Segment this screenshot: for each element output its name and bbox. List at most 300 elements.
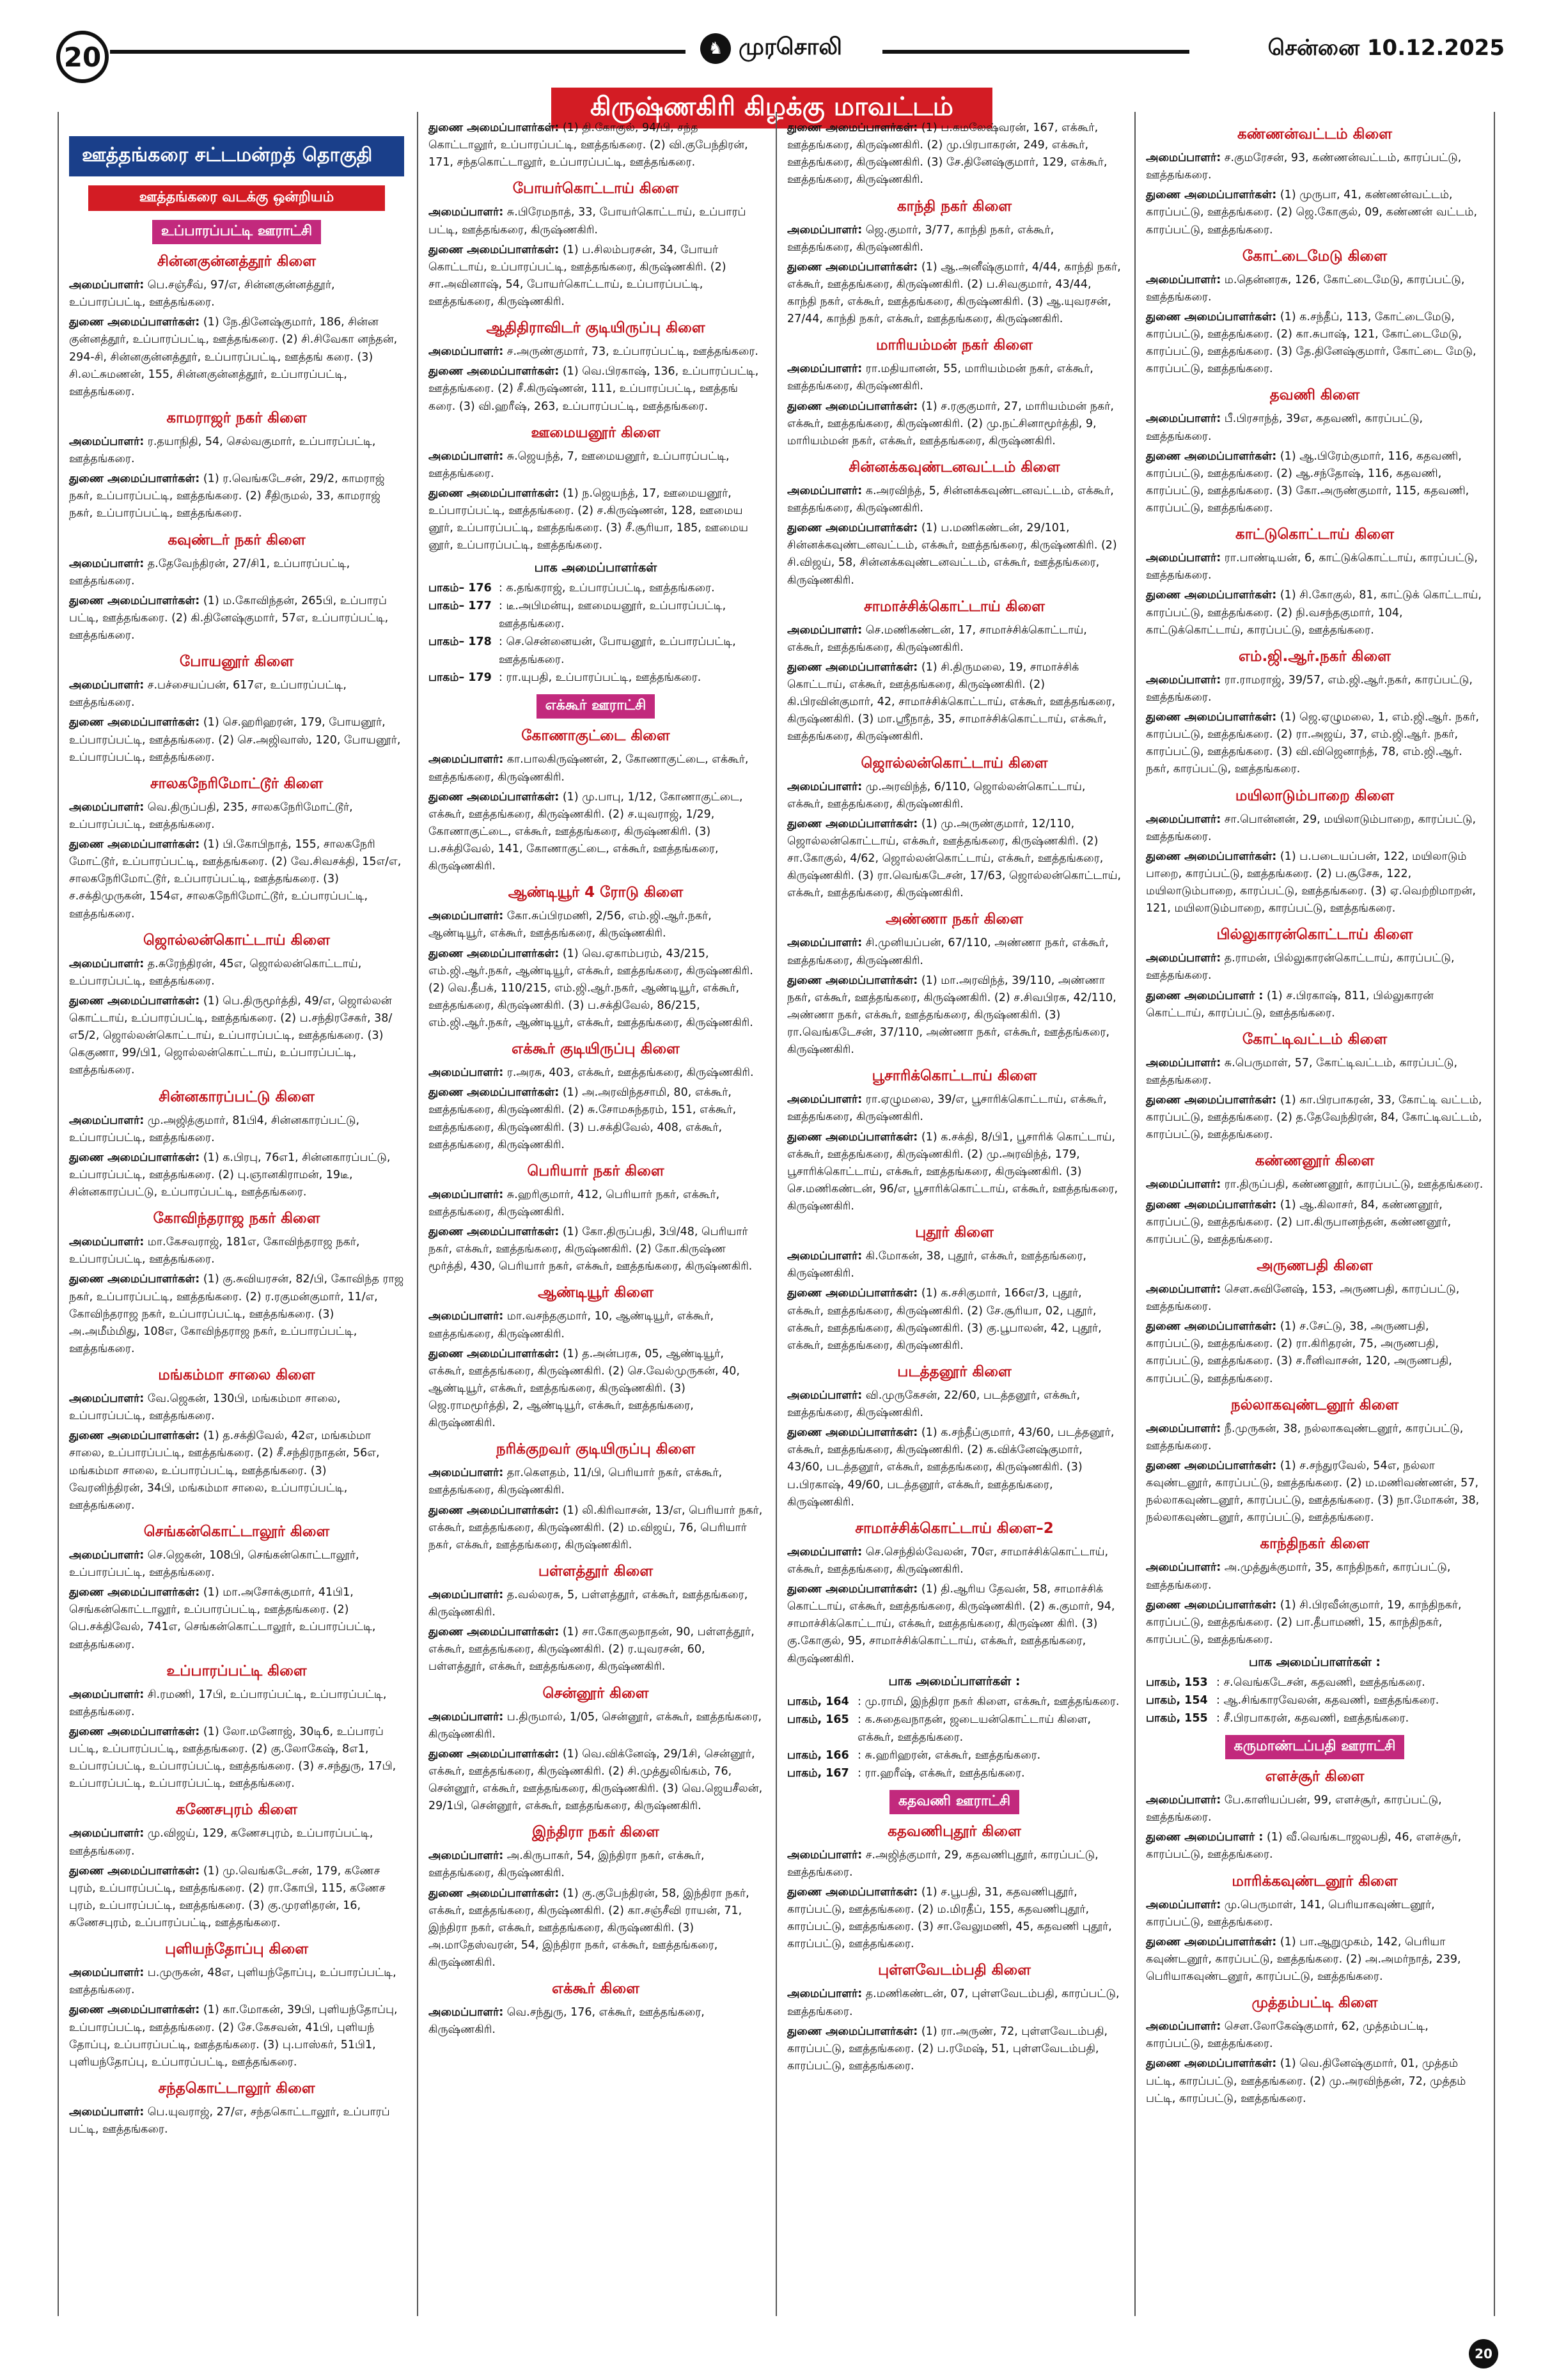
member-details: செ.ஜெகன், 108பி, செங்கன்கொட்டாலூர், உப்பாரப்பட்டி, ஊத்தங்கரை. bbox=[69, 1548, 359, 1579]
member-details: கோ.சுப்பிரமணி, 2/56, எம்.ஜி.ஆர்.நகர், ஆண்டியூர், எக்கூர், ஊத்தங்கரை, கிருஷ்ணகிரி. bbox=[428, 910, 712, 940]
role-label: துணை அமைப்பாளர்கள்: bbox=[428, 365, 560, 378]
role-label: அமைப்பாளர்: bbox=[1146, 1056, 1221, 1069]
member-details: (1) தி.கோகுல், 94/பி, சந்த கொட்டாலூர், உப்பாரப்பட்டி, ஊத்தங்கரை. (2) வி.குபேந்திரன், 171, சந்தகொட்டாலூர், உப்பாரப்பட்டி, ஊத்தங்கரை. bbox=[428, 121, 748, 169]
member-entry bbox=[787, 1847, 1122, 1881]
member-entry bbox=[428, 1885, 763, 1972]
role-label: துணை அமைப்பாளர்கள்: bbox=[428, 1886, 560, 1900]
role-label: அமைப்பாளர்: bbox=[1146, 952, 1221, 965]
role-label: அமைப்பாளர்: bbox=[69, 1114, 145, 1127]
booth-label: பாகம், 153 bbox=[1146, 1676, 1208, 1689]
role-label: அமைப்பாளர்: bbox=[69, 800, 145, 814]
member-entry bbox=[428, 1064, 763, 1082]
member-details: சு.ஹரிகுமார், 412, பெரியார் நகர், எக்கூர், ஊத்தங்கரை, கிருஷ்ணகிரி. bbox=[428, 1188, 720, 1218]
booth-heading: பாக அமைப்பாளர்கள் : bbox=[888, 1674, 1021, 1688]
member-details: வே.ஜெகன், 130பி, மங்கம்மா சாலை, உப்பாரப்பட்டி, ஊத்தங்கரை. bbox=[69, 1392, 341, 1423]
booth-value: : ரா.யுபதி, உப்பாரப்பட்டி, ஊத்தங்கரை. bbox=[499, 671, 701, 685]
member-entry bbox=[1146, 1829, 1484, 1863]
member-entry bbox=[69, 471, 404, 522]
member-entry bbox=[69, 433, 404, 468]
member-details: சி.முனியப்பன், 67/110, அண்ணா நகர், எக்கூர், ஊத்தங்கரை, கிருஷ்ணகிரி. bbox=[787, 937, 1109, 967]
role-label: துணை அமைப்பாளர்கள்: bbox=[1146, 1094, 1277, 1107]
member-details: (1) கா.பிரபாகரன், 33, கோட்டி வட்டம், காரப்பட்டு, ஊத்தங்கரை. (2) த.தேவேந்திரன், 84, கோட்டிவட்டம், காரப்பட்டு, ஊத்தங்கரை. bbox=[1146, 1094, 1482, 1142]
member-details: (1) ரா.அருண், 72, புள்ளவேடம்பதி, காரப்பட்டு, ஊத்தங்கரை. (2) ப.ரமேஷ், 51, புள்ளவேடம்பதி, காரப்பட்டு, ஊத்தங்கரை. bbox=[787, 2025, 1108, 2073]
role-label: அமைப்பாளர்: bbox=[787, 937, 863, 950]
member-entry bbox=[1146, 1092, 1484, 1144]
booth-row bbox=[428, 669, 763, 687]
member-details: அ.முத்துக்குமார், 35, காந்திநகர், காரப்பட்டு, ஊத்தங்கரை. bbox=[1146, 1561, 1451, 1592]
member-entry bbox=[428, 1746, 763, 1816]
member-details: (1) த.சக்திவேல், 42எ, மங்கம்மா சாலை, உப்பாரப்பட்டி, ஊத்தங்கரை. (2) சீ.சந்திரநாதன், 56எ, மங்கம்மா சாலை, உப்பாரப்பட்டி, ஊத்தங்கரை. (3) வேரனிந்திரன், 34பி, மங்கம்மா சாலை, உப்பாரப்பட்டி, ஊத்தங்கரை. bbox=[69, 1429, 380, 1512]
member-details: செ.மணிகண்டன், 17, சாமாச்சிக்கொட்டாய், எக்கூர், ஊத்தங்கரை, கிருஷ்ணகிரி. bbox=[787, 623, 1087, 654]
member-entry bbox=[428, 1308, 763, 1342]
branch-heading: ஜொல்லன்கொட்டாய் கிளை bbox=[861, 754, 1048, 772]
member-details: (1) ப.படையப்பன், 122, மயிலாடும் பாறை, காரப்பட்டு, ஊத்தங்கரை. (2) ப.சூசேசு, 122, மயிலாடும்பாறை, காரப்பட்டு, ஊத்தங்கரை. (3) ஏ.வெற்றிமாறன், 121, மயிலாடும்பாறை, காரப்பட்டு, ஊத்தங்கரை. bbox=[1146, 850, 1476, 915]
member-details: (1) ப.மணிகண்டன், 29/101, சின்னக்கவுண்டனவட்டம், எக்கூர், ஊத்தங்கரை, கிருஷ்ணகிரி. (2) சி.விஜய், 58, சின்னக்கவுண்டனவட்டம், எக்கூர், ஊத்தங்கரை, கிருஷ்ணகிரி. bbox=[787, 522, 1117, 587]
role-label: துணை அமைப்பாளர்கள்: bbox=[428, 121, 560, 134]
member-entry bbox=[787, 1248, 1122, 1282]
member-entry bbox=[428, 1502, 763, 1554]
role-label: துணை அமைப்பாளர்கள்: bbox=[787, 1130, 918, 1144]
role-label: துணை அமைப்பாளர்கள்: bbox=[1146, 2057, 1277, 2071]
member-entry bbox=[428, 120, 763, 171]
member-entry bbox=[787, 659, 1122, 746]
member-entry bbox=[787, 398, 1122, 450]
member-details: த.ராமன், பில்லுகாரன்கொட்டாய், காரப்பட்டு, ஊத்தங்கரை. bbox=[1146, 952, 1455, 983]
member-entry bbox=[787, 1424, 1122, 1511]
role-label: துணை அமைப்பாளர்கள்: bbox=[787, 1583, 918, 1596]
member-entry bbox=[69, 1547, 404, 1582]
booth-value: : சீ.பிரபாகரன், கதவணி, ஊத்தங்கரை. bbox=[1216, 1712, 1409, 1725]
role-label: அமைப்பாளர்: bbox=[1146, 1794, 1221, 1807]
member-details: (1) ஆ.அனீஷ்குமார், 4/44, காந்தி நகர், எக்கூர், ஊத்தங்கரை, கிருஷ்ணகிரி. (2) ப.சிவகுமார், 43/44, காந்தி நகர், எக்கூர், ஊத்தங்கரை, கிருஷ்ணகிரி. (3) ஆ.யுவரசன், 27/44, காந்தி நகர், எக்கூர், ஊத்தங்கரை, கிருஷ்ணகிரி. bbox=[787, 260, 1121, 326]
role-label: அமைப்பாளர்: bbox=[787, 1848, 863, 1862]
role-label: துணை அமைப்பாளர்கள்: bbox=[787, 260, 918, 274]
member-entry bbox=[1146, 1934, 1484, 1986]
member-details: (1) ச.சந்துரவேல், 54எ, நல்லா கவுண்டனூர், காரப்பட்டு, ஊத்தங்கரை. (2) ம.மணிவண்ணன், 57, நல்லாகவுண்டனூர், காரப்பட்டு, ஊத்தங்கரை. (3) நா.மோகன், 38, நல்லாகவுண்டனூர், காரப்பட்டு, ஊத்தங்கரை. bbox=[1146, 1459, 1480, 1525]
role-label: அமைப்பாளர்: bbox=[787, 1388, 863, 1402]
member-entry bbox=[69, 556, 404, 590]
member-details: அ.கிருபாகர், 54, இந்திரா நகர், எக்கூர், ஊத்தங்கரை, கிருஷ்ணகிரி. bbox=[428, 1849, 705, 1880]
member-details: சு.பெருமாள், 57, கோட்டிவட்டம், காரப்பட்டு, ஊத்தங்கரை. bbox=[1146, 1056, 1458, 1087]
member-entry bbox=[1146, 1197, 1484, 1248]
member-details: (1) ச.சேட்டு, 38, அருணபதி, காரப்பட்டு, ஊத்தங்கரை. (2) ரா.கிரிதரன், 75, அருணபதி, காரப்பட்டு, ஊத்தங்கரை. (3) ச.ரீனிவாசன், 120, அருணபதி, காரப்பட்டு, ஊத்தங்கரை. bbox=[1146, 1320, 1452, 1385]
role-label: அமைப்பாளர்: bbox=[69, 1827, 145, 1840]
header-rule-right bbox=[882, 50, 1189, 54]
member-details: (1) வீ.வெங்கடாஜலபதி, 46, எளச்சூர், காரப்பட்டு, ஊத்தங்கரை. bbox=[1146, 1831, 1462, 1862]
member-details: கி.மோகன், 38, புதூர், எக்கூர், ஊத்தங்கரை, கிருஷ்ணகிரி. bbox=[787, 1250, 1086, 1280]
booth-row bbox=[787, 1764, 1122, 1782]
member-details: செ.செந்தில்வேலன், 70எ, சாமாச்சிக்கொட்டாய், எக்கூர், ஊத்தங்கரை, கிருஷ்ணகிரி. bbox=[787, 1545, 1109, 1576]
member-entry bbox=[787, 1884, 1122, 1954]
branch-heading: போயனூர் கிளை bbox=[179, 653, 294, 671]
member-entry bbox=[787, 1581, 1122, 1668]
member-entry bbox=[787, 1091, 1122, 1126]
member-details: (1) ச.பூபதி, 31, கதவணிபுதூர், காரப்பட்டு, ஊத்தங்கரை. (2) ம.மிரதீப், 155, கதவணிபுதூர், காரப்பட்டு, ஊத்தங்கரை. (3) சா.வேலுமணி, 45, கதவணி புதூர், காரப்பட்டு, ஊத்தங்கரை. bbox=[787, 1885, 1112, 1951]
branch-heading: மயிலாடும்பாறை கிளை bbox=[1235, 787, 1395, 804]
role-label: துணை அமைப்பாளர்கள்: bbox=[1146, 1198, 1277, 1211]
member-details: சா.பொன்னன், 29, மயிலாடும்பாறை, காரப்பட்டு, ஊத்தங்கரை. bbox=[1146, 813, 1476, 843]
role-label: அமைப்பாளர்: bbox=[1146, 552, 1221, 565]
booth-value: : சு.ஹரிஹரன், எக்கூர், ஊத்தங்கரை. bbox=[858, 1748, 1041, 1762]
role-label: துணை அமைப்பாளர்கள்: bbox=[1146, 310, 1277, 323]
member-details: மா.கேசவராஜ், 181எ, கோவிந்தராஜ நகர், உப்பாரப்பட்டி, ஊத்தங்கரை. bbox=[69, 1236, 360, 1266]
member-details: (1) மு.பாபு, 1/12, கோணாகுட்டை, எக்கூர், ஊத்தங்கரை, கிருஷ்ணகிரி. (2) ச.யுவராஜ், 1/29, கோணாகுட்டை, எக்கூர், ஊத்தங்கரை, கிருஷ்ணகிரி. (3) ப.சக்திவேல், 141, கோணாகுட்டை, எக்கூர், ஊத்தங்கரை, கிருஷ்ணகிரி. bbox=[428, 790, 743, 873]
member-details: (1) மு.அருண்குமார், 12/110, ஜொல்லன்கொட்டாய், எக்கூர், ஊத்தங்கரை, கிருஷ்ணகிரி. (2) சா.கோகுல், 4/62, ஜொல்லன்கொட்டாய், எக்கூர், ஊத்தங்கரை, கிருஷ்ணகிரி. (3) ரா.வெங்கடேசன், 17/63, ஜொல்லன்கொட்டாய், எக்கூர், ஊத்தங்கரை, கிருஷ்ணகிரி. bbox=[787, 817, 1122, 900]
booth-row bbox=[428, 597, 763, 633]
role-label: துணை அமைப்பாளர் : bbox=[1146, 1831, 1264, 1844]
column-1-content bbox=[59, 112, 414, 2146]
branch-heading: புளியந்தோப்பு கிளை bbox=[165, 1941, 308, 1958]
member-entry bbox=[787, 1544, 1122, 1578]
role-label: அமைப்பாளர்: bbox=[69, 279, 145, 292]
column-4-content bbox=[1136, 112, 1494, 2115]
member-entry bbox=[1146, 1318, 1484, 1388]
role-label: துணை அமைப்பாளர்கள்: bbox=[787, 660, 918, 674]
member-entry bbox=[1146, 1055, 1484, 1089]
member-entry bbox=[1146, 1281, 1484, 1316]
member-details: (1) சி.திருமலை, 19, சாமாச்சிக் கொட்டாய், எக்கூர், ஊத்தங்கரை, கிருஷ்ணகிரி. (2) கி.பிரவின்குமார், 42, சாமாச்சிக்கொட்டாய், எக்கூர், ஊத்தங்கரை, கிருஷ்ணகிரி. (3) மா.ஸ்ரீநாத், 35, சாமாச்சிக்கொட்டாய், எக்கூர், ஊத்தங்கரை, கிருஷ்ணகிரி. bbox=[787, 660, 1116, 743]
booth-label: பாகம், 165 bbox=[787, 1713, 849, 1726]
role-label: துணை அமைப்பாளர்கள்: bbox=[69, 1864, 200, 1878]
branch-heading: காட்டுகொட்டாய் கிளை bbox=[1235, 526, 1394, 543]
branch-heading: காமராஜர் நகர் கிளை bbox=[166, 409, 307, 426]
role-label: துணை அமைப்பாளர்கள்: bbox=[1146, 189, 1277, 202]
branch-heading: கண்ணன்வட்டம் கிளை bbox=[1237, 126, 1393, 143]
member-details: வெ.திருப்பதி, 235, சாலகநேரிமோட்டூர், உப்பாரப்பட்டி, ஊத்தங்கரை. bbox=[69, 800, 353, 831]
booth-row bbox=[787, 1711, 1122, 1746]
member-entry bbox=[69, 956, 404, 990]
member-details: த.மணிகண்டன், 07, புள்ளவேடம்பதி, காரப்பட்டு, ஊத்தங்கரை. bbox=[787, 1987, 1120, 2018]
role-label: அமைப்பாளர்: bbox=[428, 1588, 504, 1601]
member-entry bbox=[787, 483, 1122, 517]
footer-page-number: 20 bbox=[1469, 2339, 1498, 2368]
member-details: த.சுரேந்திரன், 45எ, ஜொல்லன்கொட்டாய், உப்பாரப்பட்டி, ஊத்தங்கரை. bbox=[69, 957, 362, 988]
member-entry bbox=[69, 714, 404, 766]
member-entry bbox=[787, 816, 1122, 903]
role-label: துணை அமைப்பாளர்கள்: bbox=[428, 1086, 560, 1100]
role-label: துணை அமைப்பாளர்கள்: bbox=[428, 1747, 560, 1761]
member-details: ம.தென்னரசு, 126, கோட்டைமேடு, காரப்பட்டு, ஊத்தங்கரை. bbox=[1146, 273, 1465, 304]
member-details: (1) ப.சிலம்பரசன், 34, போயர் கொட்டாய், உப்பாரப்பட்டி, ஊத்தங்கரை, கிருஷ்ணகிரி. (2) சா.அவினாஷ், 54, போயர்கொட்டாய், உப்பாரப்பட்டி, ஊத்தங்கரை, கிருஷ்ணகிரி. bbox=[428, 243, 726, 308]
member-details: ரா.ராமராஜ், 39/57, எம்.ஜி.ஆர்.நகர், காரப்பட்டு, ஊத்தங்கரை. bbox=[1146, 673, 1473, 704]
role-label: அமைப்பாளர்: bbox=[1146, 1178, 1221, 1192]
member-entry bbox=[428, 751, 763, 786]
member-entry bbox=[69, 1390, 404, 1425]
panchayat-heading: கதவணி ஊராட்சி bbox=[889, 1790, 1019, 1814]
member-details: (1) ப.கமலேஷ்வரன், 167, எக்கூர், ஊத்தங்கரை, கிருஷ்ணகிரி. (2) மு.பிரபாகரன், 249, எக்கூர், ஊத்தங்கரை, கிருஷ்ணகிரி. (3) சே.தினேஷ்குமார், 129, எக்கூர், ஊத்தங்கரை, கிருஷ்ணகிரி. bbox=[787, 121, 1108, 187]
role-label: அமைப்பாளர்: bbox=[787, 1987, 863, 2001]
member-entry bbox=[1146, 272, 1484, 306]
member-entry bbox=[787, 972, 1122, 1059]
member-entry bbox=[1146, 2018, 1484, 2053]
member-entry bbox=[69, 593, 404, 644]
member-entry bbox=[1146, 448, 1484, 518]
member-details: பே.காளியப்பன், 99, எளச்சூர், காரப்பட்டு, ஊத்தங்கரை. bbox=[1146, 1794, 1442, 1824]
member-details: (1) க.சந்தீப்குமார், 43/60, படத்தனூர், எக்கூர், ஊத்தங்கரை, கிருஷ்ணகிரி. (2) க.விக்னேஷ்குமார், 43/60, படத்தனூர், எக்கூர், ஊத்தங்கரை, கிருஷ்ணகிரி. (3) ப.பிரகாஷ், 49/60, படத்தனூர், எக்கூர், ஊத்தங்கரை, கிருஷ்ணகிரி. bbox=[787, 1426, 1115, 1509]
member-entry bbox=[69, 836, 404, 923]
branch-heading: கோவிந்தராஜ நகர் கிளை bbox=[153, 1210, 320, 1227]
member-details: ஜெ.குமார், 3/77, காந்தி நகர், எக்கூர், ஊத்தங்கரை, கிருஷ்ணகிரி. bbox=[787, 223, 1054, 254]
booth-value: : க.தங்கராஜ், உப்பாரப்பட்டி, ஊத்தங்கரை. bbox=[499, 582, 715, 595]
booth-value: : ச.வெங்கடேசன், கதவணி, ஊத்தங்கரை. bbox=[1216, 1676, 1425, 1689]
column-4 bbox=[1134, 112, 1495, 2316]
role-label: அமைப்பாளர்: bbox=[787, 484, 863, 497]
role-label: அமைப்பாளர்: bbox=[428, 1849, 504, 1863]
member-entry bbox=[428, 485, 763, 555]
role-label: துணை அமைப்பாளர்கள்: bbox=[787, 1426, 918, 1440]
member-details: (1) ச.ரகுகுமார், 27, மாரியம்மன் நகர், எக்கூர், ஊத்தங்கரை, கிருஷ்ணகிரி. (2) மு.நட்சினாமூர்த்தி, 9, மாரியம்மன் நகர், எக்கூர், ஊத்தங்கரை, கிருஷ்ணகிரி. bbox=[787, 400, 1114, 447]
booth-value: : மு.ராமி, இந்திரா நகர் கிளை, எக்கூர், ஊத்தங்கரை. bbox=[858, 1695, 1120, 1708]
role-label: துணை அமைப்பாளர்கள்: bbox=[69, 1586, 200, 1599]
member-details: (1) முருபா, 41, கண்ணன்வட்டம், காரப்பட்டு, ஊத்தங்கரை. (2) ஜெ.கோகுல், 09, கண்ணன் வட்டம், காரப்பட்டு, ஊத்தங்கரை. bbox=[1146, 189, 1478, 237]
member-details: ச.குமரேசன், 93, கண்ணன்வட்டம், காரப்பட்டு, ஊத்தங்கரை. bbox=[1146, 152, 1462, 182]
branch-heading: ஊமையனூர் கிளை bbox=[531, 424, 661, 441]
role-label: அமைப்பாளர்: bbox=[69, 1236, 145, 1249]
role-label: அமைப்பாளர்: bbox=[787, 223, 863, 237]
member-entry bbox=[787, 935, 1122, 969]
member-details: ர.அரசு, 403, எக்கூர், ஊத்தங்கரை, கிருஷ்ணகிரி. bbox=[503, 1066, 754, 1080]
role-label: அமைப்பாளர்: bbox=[428, 1466, 504, 1480]
member-entry bbox=[1146, 1597, 1484, 1649]
member-entry bbox=[428, 945, 763, 1032]
role-label: துணை அமைப்பாளர்கள்: bbox=[428, 947, 560, 960]
member-details: (1) கா.மோகன், 39பி, புளியந்தோப்பு, உப்பாரப்பட்டி, ஊத்தங்கரை. (2) சே.கேசவன், 41பி, புளியந் தோப்பு, உப்பாரப்பட்டி, ஊத்தங்கரை. (3) பு.பாஸ்கர், 51பி1, புளியந்தோப்பு, உப்பாரப்பட்டி, ஊத்தங்கரை. bbox=[69, 2003, 398, 2069]
member-details: (1) செ.ஹரிஹரன், 179, போயனூர், உப்பாரப்பட்டி, ஊத்தங்கரை. (2) செ.அஜிவாஸ், 120, போயனூர், உப்பாரப்பட்டி, ஊத்தங்கரை. bbox=[69, 716, 401, 764]
member-entry bbox=[69, 677, 404, 712]
member-details: (1) பெ.திருமூர்த்தி, 49/எ, ஜொல்லன் கொட்டாய், உப்பாரப்பட்டி, ஊத்தங்கரை. (2) ப.சந்திரசேகர், 38/எ5/2, ஜொல்லன்கொட்டாய், உப்பாரப்பட்டி, ஊத்தங்கரை. (3) கெகுணா, 99/பி1, ஜொல்லன்கொட்டாய், உப்பாரப்பட்டி, ஊத்தங்கரை. bbox=[69, 994, 393, 1077]
member-entry bbox=[787, 779, 1122, 813]
branch-heading: பூசாரிக்கொட்டாய் கிளை bbox=[872, 1068, 1037, 1085]
member-details: ச.பச்சையப்பன், 617எ, உப்பாரப்பட்டி, ஊத்தங்கரை. bbox=[69, 679, 347, 710]
member-entry bbox=[428, 1224, 763, 1275]
member-details: (1) தி.ஆரிய தேவன், 58, சாமாச்சிக் கொட்டாய், எக்கூர், ஊத்தங்கரை, கிருஷ்ணகிரி. (2) சு.குமார், 94, சாமாச்சிக்கொட்டாய், எக்கூர், ஊத்தங்கரை, கிருஷ்ண கிரி. (3) கு.கோகுல், 95, சாமாச்சிக்கொட்டாய், எக்கூர், ஊத்தங்கரை, கிருஷ்ணகிரி. bbox=[787, 1583, 1115, 1665]
role-label: துணை அமைப்பாளர்கள்: bbox=[787, 817, 918, 830]
member-entry bbox=[428, 1624, 763, 1676]
member-details: (1) வெ.விக்னேஷ், 29/1சி, சென்னூர், எக்கூர், ஊத்தங்கரை, கிருஷ்ணகிரி. (2) சி.முத்துலிங்கம், 76, சென்னூர், எக்கூர், ஊத்தங்கரை, கிருஷ்ணகிரி. (3) வெ.ஜெயசீலன், 29/1பி, சென்னூர், எக்கூர், ஊத்தங்கரை, கிருஷ்ணகிரி. bbox=[428, 1747, 763, 1813]
newspaper-logo bbox=[700, 33, 842, 64]
branch-heading: நல்லாகவுண்டனூர் கிளை bbox=[1230, 1396, 1399, 1413]
branch-heading: தவணி கிளை bbox=[1269, 387, 1360, 404]
member-details: ரா.பாண்டியன், 6, காட்டுக்கொட்டாய், காரப்பட்டு, ஊத்தங்கரை. bbox=[1146, 552, 1478, 582]
member-entry bbox=[428, 789, 763, 876]
member-details: (1) மா.அசோக்குமார், 41பி1, செங்கன்கொட்டாலூர், உப்பாரப்பட்டி, ஊத்தங்கரை. (2) பெ.சக்திவேல், 741எ, செங்கன்கொட்டாலூர், உப்பாரப்பட்டி, ஊத்தங்கரை. bbox=[69, 1586, 376, 1651]
member-details: ச.அஜித்குமார், 29, கதவணிபுதூர், காரப்பட்டு, ஊத்தங்கரை. bbox=[787, 1848, 1099, 1879]
member-details: செள.லோகேஷ்குமார், 62, முத்தம்பட்டி, காரப்பட்டு, ஊத்தங்கரை. bbox=[1146, 2020, 1429, 2051]
panchayat-heading: எக்கூர் ஊராட்சி bbox=[537, 694, 655, 719]
branch-heading: சாமாச்சிக்கொட்டாய் கிளை bbox=[863, 598, 1046, 615]
member-details: மு.பெருமாள், 141, பெரியாகவுண்டனூர், காரப்பட்டு, ஊத்தங்கரை. bbox=[1146, 1898, 1435, 1929]
booth-label: பாகம், 164 bbox=[787, 1695, 849, 1708]
role-label: துணை அமைப்பாளர்கள்: bbox=[1146, 1459, 1277, 1472]
member-entry bbox=[69, 1825, 404, 1860]
role-label: அமைப்பாளர்: bbox=[428, 1310, 504, 1323]
member-entry bbox=[428, 343, 763, 361]
branch-heading: பெரியார் நகர் கிளை bbox=[527, 1162, 664, 1179]
role-label: துணை அமைப்பாளர்கள்: bbox=[787, 522, 918, 535]
role-label: துணை அமைப்பாளர்கள்: bbox=[787, 400, 918, 413]
panchayat-heading: கருமாண்டப்பதி ஊராட்சி bbox=[1225, 1735, 1405, 1759]
member-details: (1) பி.கோபிநாத், 155, சாலகநேரி மோட்டூர், உப்பாரப்பட்டி, ஊத்தங்கரை. (2) வே.சிவசக்தி, 15எ/எ, சாலகநேரிமோட்டூர், உப்பாரப்பட்டி, ஊத்தங்கரை. (3) ச.சக்திமுருகன், 154எ, சாலகநேரிமோட்டூர், உப்பாரப்பட்டி, ஊத்தங்கரை. bbox=[69, 838, 402, 921]
member-entry bbox=[1146, 410, 1484, 445]
member-details: (1) மா.அரவிந்த், 39/110, அண்ணா நகர், எக்கூர், ஊத்தங்கரை, கிருஷ்ணகிரி. (2) ச.சிவபிரசு, 42/110, அண்ணா நகர், எக்கூர், ஊத்தங்கரை, கிருஷ்ணகிரி. (3) ரா.வெங்கடேசன், 37/110, அண்ணா நகர், எக்கூர், ஊத்தங்கரை, கிருஷ்ணகிரி. bbox=[787, 974, 1116, 1057]
booth-value: : க.சுதைவநாதன், ஜடையன்கொட்டாய் கிளை, எக்கூர், ஊத்தங்கரை. bbox=[858, 1713, 1092, 1744]
member-details: சு.ஜெயந்த், 7, ஊமையனூர், உப்பாரப்பட்டி, ஊத்தங்கரை. bbox=[428, 449, 730, 480]
member-entry bbox=[428, 1709, 763, 1743]
member-entry bbox=[69, 1723, 404, 1793]
member-details: மு.அரவிந்த், 6/110, ஜொல்லன்கொட்டாய், எக்கூர், ஊத்தங்கரை, கிருஷ்ணகிரி. bbox=[787, 780, 1086, 811]
role-label: அமைப்பாளர்: bbox=[1146, 152, 1221, 164]
column-1 bbox=[58, 112, 414, 2316]
role-label: அமைப்பாளர்: bbox=[428, 1188, 504, 1201]
member-entry bbox=[787, 1129, 1122, 1216]
role-label: துணை அமைப்பாளர் : bbox=[1146, 989, 1264, 1002]
role-label: அமைப்பாளர்: bbox=[787, 780, 863, 793]
branch-heading: கோட்டிவட்டம் கிளை bbox=[1242, 1031, 1388, 1048]
role-label: அமைப்பாளர்: bbox=[1146, 1422, 1221, 1435]
column-3 bbox=[776, 112, 1132, 2316]
member-entry bbox=[1146, 550, 1484, 584]
role-label: அமைப்பாளர்: bbox=[69, 1688, 145, 1701]
member-details: வெ.சந்துரு, 176, எக்கூர், ஊத்தங்கரை, கிருஷ்ணகிரி. bbox=[428, 2006, 705, 2037]
member-entry bbox=[1146, 950, 1484, 984]
booth-value: : ரா.ஹரீஷ், எக்கூர், ஊத்தங்கரை. bbox=[858, 1766, 1025, 1780]
branch-heading: சந்தகொட்டாலூர் கிளை bbox=[158, 2080, 315, 2097]
member-details: (1) ஆ.கிலாசர், 84, கண்ணனூர், காரப்பட்டு, ஊத்தங்கரை. (2) பா.கிருபானந்தன், கண்ணனூர், காரப்பட்டு, ஊத்தங்கரை. bbox=[1146, 1198, 1452, 1246]
booth-heading: பாக அமைப்பாளர்கள் bbox=[534, 561, 657, 575]
member-entry bbox=[1146, 1559, 1484, 1594]
member-details: (1) பா.ஆறுமுகம், 142, பெரியா கவுண்டனூர், காரப்பட்டு, ஊத்தங்கரை. (2) அ.அமர்நாத், 239, பெரியாகவுண்டனூர், காரப்பட்டு, ஊத்தங்கரை. bbox=[1146, 1935, 1461, 1983]
role-label: அமைப்பாளர்: bbox=[1146, 412, 1221, 426]
branch-heading: கோட்டைமேடு கிளை bbox=[1242, 247, 1388, 265]
member-entry bbox=[1146, 1897, 1484, 1931]
role-label: துணை அமைப்பாளர்கள்: bbox=[428, 790, 560, 804]
role-label: துணை அமைப்பாளர்கள்: bbox=[1146, 1320, 1277, 1334]
role-label: அமைப்பாளர்: bbox=[69, 1392, 145, 1405]
role-label: அமைப்பாளர்: bbox=[428, 753, 504, 766]
branch-heading: ஆதிதிராவிடர் குடியிருப்பு கிளை bbox=[486, 320, 705, 337]
role-label: துணை அமைப்பாளர்கள்: bbox=[69, 1151, 200, 1164]
member-details: (1) சா.கோகுலநாதன், 90, பள்ளத்தூர், எக்கூர், ஊத்தங்கரை, கிருஷ்ணகிரி. (2) ர.யுவரசன், 60, பள்ளத்தூர், எக்கூர், ஊத்தங்கரை, கிருஷ்ணகிரி. bbox=[428, 1626, 755, 1674]
booth-label: பாகம், 166 bbox=[787, 1748, 849, 1762]
member-details: த.வல்லரசு, 5, பள்ளத்தூர், எக்கூர், ஊத்தங்கரை, கிருஷ்ணகிரி. bbox=[428, 1588, 748, 1619]
member-entry bbox=[69, 799, 404, 834]
member-details: (1) த.அன்பரசு, 05, ஆண்டியூர், எக்கூர், ஊத்தங்கரை, கிருஷ்ணகிரி. (2) செ.வேல்முருகன், 40, ஆண்டியூர், எக்கூர், ஊத்தங்கரை, கிருஷ்ணகிரி. (3) ஜெ.ராமமூர்த்தி, 2, ஆண்டியூர், எக்கூர், ஊத்தங்கரை, கிருஷ்ணகிரி. bbox=[428, 1347, 740, 1430]
role-label: துணை அமைப்பாளர்கள்: bbox=[787, 974, 918, 987]
member-details: ரா.மதியானன், 55, மாரியம்மன் நகர், எக்கூர், ஊத்தங்கரை, கிருஷ்ணகிரி. bbox=[787, 362, 1093, 393]
booth-label: பாகம்– 178 bbox=[428, 635, 492, 649]
member-entry bbox=[428, 1847, 763, 1882]
member-details: (1) ம.கோவிந்தன், 265பி, உப்பாரப் பட்டி, ஊத்தங்கரை. (2) கி.தினேஷ்குமார், 57எ, உப்பாரப்பட்டி, ஊத்தங்கரை. bbox=[69, 594, 389, 642]
branch-heading: மாரியம்மன் நகர் கிளை bbox=[876, 337, 1033, 354]
branch-heading: மங்கம்மா சாலை கிளை bbox=[158, 1367, 315, 1383]
member-entry bbox=[1146, 1458, 1484, 1527]
member-entry bbox=[69, 314, 404, 401]
member-details: (1) ச.பிரகாஷ், 811, பில்லுகாரன் கொட்டாய், காரப்பட்டு, ஊத்தங்கரை. bbox=[1146, 989, 1434, 1020]
member-entry bbox=[1146, 2055, 1484, 2107]
role-label: அமைப்பாளர்: bbox=[69, 957, 145, 970]
member-entry bbox=[69, 1149, 404, 1201]
branch-heading: பள்ளத்தூர் கிளை bbox=[538, 1562, 654, 1580]
role-label: துணை அமைப்பாளர்கள்: bbox=[1146, 850, 1277, 863]
role-label: அமைப்பாளர்: bbox=[1146, 2020, 1221, 2034]
member-entry bbox=[69, 277, 404, 311]
member-entry bbox=[1146, 672, 1484, 706]
branch-heading: முத்தம்பட்டி கிளை bbox=[1251, 1995, 1378, 2012]
member-details: ப.திருமால், 1/05, சென்னூர், எக்கூர், ஊத்தங்கரை, கிருஷ்ணகிரி. bbox=[428, 1710, 762, 1741]
branch-heading: கவுண்டர் நகர் கிளை bbox=[168, 531, 306, 548]
member-details: (1) கு.குபேந்திரன், 58, இந்திரா நகர், எக்கூர், ஊத்தங்கரை, கிருஷ்ணகிரி. (2) கா.சஞ்சீவி ராயன், 71, இந்திரா நகர், எக்கூர், ஊத்தங்கரை, கிருஷ்ணகிரி. (3) அ.மாதேஸ்வரன், 54, இந்திரா நகர், எக்கூர், ஊத்தங்கரை, கிருஷ்ணகிரி. bbox=[428, 1886, 749, 1969]
branch-heading: அருணபதி கிளை bbox=[1257, 1257, 1373, 1274]
role-label: துணை அமைப்பாளர்கள்: bbox=[69, 316, 200, 329]
column-2 bbox=[417, 112, 773, 2316]
booth-label: பாகம், 167 bbox=[787, 1766, 849, 1780]
branch-heading: சின்னகுன்னத்தூர் கிளை bbox=[157, 253, 317, 270]
branch-heading: எளச்சூர் கிளை bbox=[1265, 1768, 1365, 1785]
role-label: அமைப்பாளர்: bbox=[428, 449, 504, 463]
member-details: மு.அஜித்குமார், 81பி4, சின்னகாரப்பட்டு, உப்பாரப்பட்டி, ஊத்தங்கரை. bbox=[69, 1114, 360, 1144]
column-3-content bbox=[777, 112, 1132, 2083]
member-details: பெ.சஞ்சீவ், 97/எ, சின்னகுன்னத்தூர், உப்பாரப்பட்டி, ஊத்தங்கரை. bbox=[69, 279, 335, 309]
role-label: துணை அமைப்பாளர்கள்: bbox=[428, 1626, 560, 1639]
member-details: (1) சி.கோகுல், 81, காட்டுக் கொட்டாய், காரப்பட்டு, ஊத்தங்கரை. (2) நி.வசந்தகுமார், 104, காட்டுக்கொட்டாய், காரப்பட்டு, ஊத்தங்கரை. bbox=[1146, 589, 1482, 637]
member-entry bbox=[1146, 988, 1484, 1022]
booth-label: பாகம்– 179 bbox=[428, 671, 492, 685]
branch-heading: சின்னகாரப்பட்டு கிளை bbox=[159, 1088, 315, 1105]
member-entry bbox=[1146, 811, 1484, 846]
member-entry bbox=[428, 242, 763, 311]
branch-heading: எக்கூர் கிளை bbox=[551, 1980, 640, 1998]
member-entry bbox=[428, 1465, 763, 1499]
member-details: (1) ந.ஜெயந்த், 17, ஊமையனூர், உப்பாரப்பட்டி, ஊத்தங்கரை. (2) ச.கிருஷ்ணன், 128, ஊமைய னூர், உப்பாரப்பட்டி, ஊத்தங்கரை. (3) சீ.சூரியா, 185, ஊமைய னூர், உப்பாரப்பட்டி, ஊத்தங்கரை. bbox=[428, 486, 749, 552]
member-details: க.அரவிந்த், 5, சின்னக்கவுண்டனவட்டம், எக்கூர், ஊத்தங்கரை, கிருஷ்ணகிரி. bbox=[787, 484, 1114, 515]
member-details: ச.அருண்குமார், 73, உப்பாரப்பட்டி, ஊத்தங்கரை. bbox=[503, 345, 758, 359]
header-rule-left bbox=[110, 50, 685, 54]
role-label: அமைப்பாளர்: bbox=[787, 623, 863, 637]
member-details: (1) மு.வெங்கடேசன், 179, கணேச புரம், உப்பாரப்பட்டி, ஊத்தங்கரை. (2) ரா.கோபி, 115, கணேச புரம், உப்பாரப்பட்டி, ஊத்தங்கரை. (3) கு.முரளிதரன், 16, கணேசபுரம், உப்பாரப்பட்டி, ஊத்தங்கரை. bbox=[69, 1864, 386, 1929]
member-details: தா.கௌதம், 11/பி, பெரியார் நகர், எக்கூர், ஊத்தங்கரை, கிருஷ்ணகிரி. bbox=[428, 1466, 723, 1497]
booth-row bbox=[1146, 1674, 1484, 1692]
member-details: (1) லோ.மனோஜ், 30டி6, உப்பாரப் பட்டி, உப்பாரப்பட்டி, ஊத்தங்கரை. (2) கு.லோகேஷ், 8எ1, உப்பாரப்பட்டி, உப்பாரப்பட்டி, ஊத்தங்கரை. (3) ச.சந்துரு, 17பி, உப்பாரப்பட்டி, உப்பாரப்பட்டி, ஊத்தங்கரை. bbox=[69, 1725, 396, 1791]
member-entry bbox=[787, 259, 1122, 329]
member-details: சு.பிரேமநாத், 33, போயர்கொட்டாய், உப்பாரப் பட்டி, ஊத்தங்கரை, கிருஷ்ணகிரி. bbox=[428, 206, 746, 237]
branch-heading: சென்னூர் கிளை bbox=[542, 1684, 649, 1702]
role-label: துணை அமைப்பாளர்கள்: bbox=[69, 838, 200, 851]
member-details: ர.தயாநிதி, 54, செல்வகுமார், உப்பாரப்பட்டி, ஊத்தங்கரை. bbox=[69, 435, 376, 465]
member-details: ரா.ஏழுமலை, 39/எ, பூசாரிக்கொட்டாய், எக்கூர், ஊத்தங்கரை, கிருஷ்ணகிரி. bbox=[787, 1093, 1107, 1124]
role-label: துணை அமைப்பாளர்கள்: bbox=[428, 1347, 560, 1360]
masthead bbox=[0, 0, 1543, 96]
paper-name: முரசொலி bbox=[739, 34, 842, 60]
member-entry bbox=[787, 622, 1122, 657]
member-entry bbox=[428, 908, 763, 942]
role-label: அமைப்பாளர்: bbox=[428, 206, 504, 219]
member-entry bbox=[1146, 187, 1484, 238]
role-label: துணை அமைப்பாளர்கள்: bbox=[69, 1273, 200, 1286]
role-label: துணை அமைப்பாளர்கள்: bbox=[428, 1225, 560, 1238]
role-label: துணை அமைப்பாளர்கள்: bbox=[1146, 589, 1277, 602]
member-entry bbox=[1146, 309, 1484, 378]
booth-row bbox=[787, 1693, 1122, 1711]
role-label: துணை அமைப்பாளர்கள்: bbox=[428, 486, 560, 500]
member-details: (1) நே.தினேஷ்குமார், 186, சின்ன குன்னத்தூர், உப்பாரப்பட்டி, ஊத்தங்கரை. (2) சி.சிவேகா னந்தன், 294-சி, சின்னகுன்னத்தூர், உப்பாரப்பட்டி, ஊத்தங் கரை. (3) சி.லட்சுமணன், 155, சின்னகுன்னத்தூர், உப்பாரப்பட்டி, ஊத்தங்கரை. bbox=[69, 316, 398, 398]
role-label: துணை அமைப்பாளர்கள்: bbox=[69, 2003, 200, 2017]
branch-heading: போயர்கொட்டாய் கிளை bbox=[512, 180, 679, 198]
role-label: துணை அமைப்பாளர்கள்: bbox=[69, 994, 200, 1007]
booth-row bbox=[1146, 1709, 1484, 1727]
member-details: ரா.திருப்பதி, கண்ணனூர், காரப்பட்டு, ஊத்தங்கரை. bbox=[1221, 1178, 1484, 1192]
role-label: துணை அமைப்பாளர்கள்: bbox=[69, 472, 200, 486]
member-details: சி.ரமணி, 17பி, உப்பாரப்பட்டி, உப்பாரப்பட்டி, ஊத்தங்கரை. bbox=[69, 1688, 387, 1718]
